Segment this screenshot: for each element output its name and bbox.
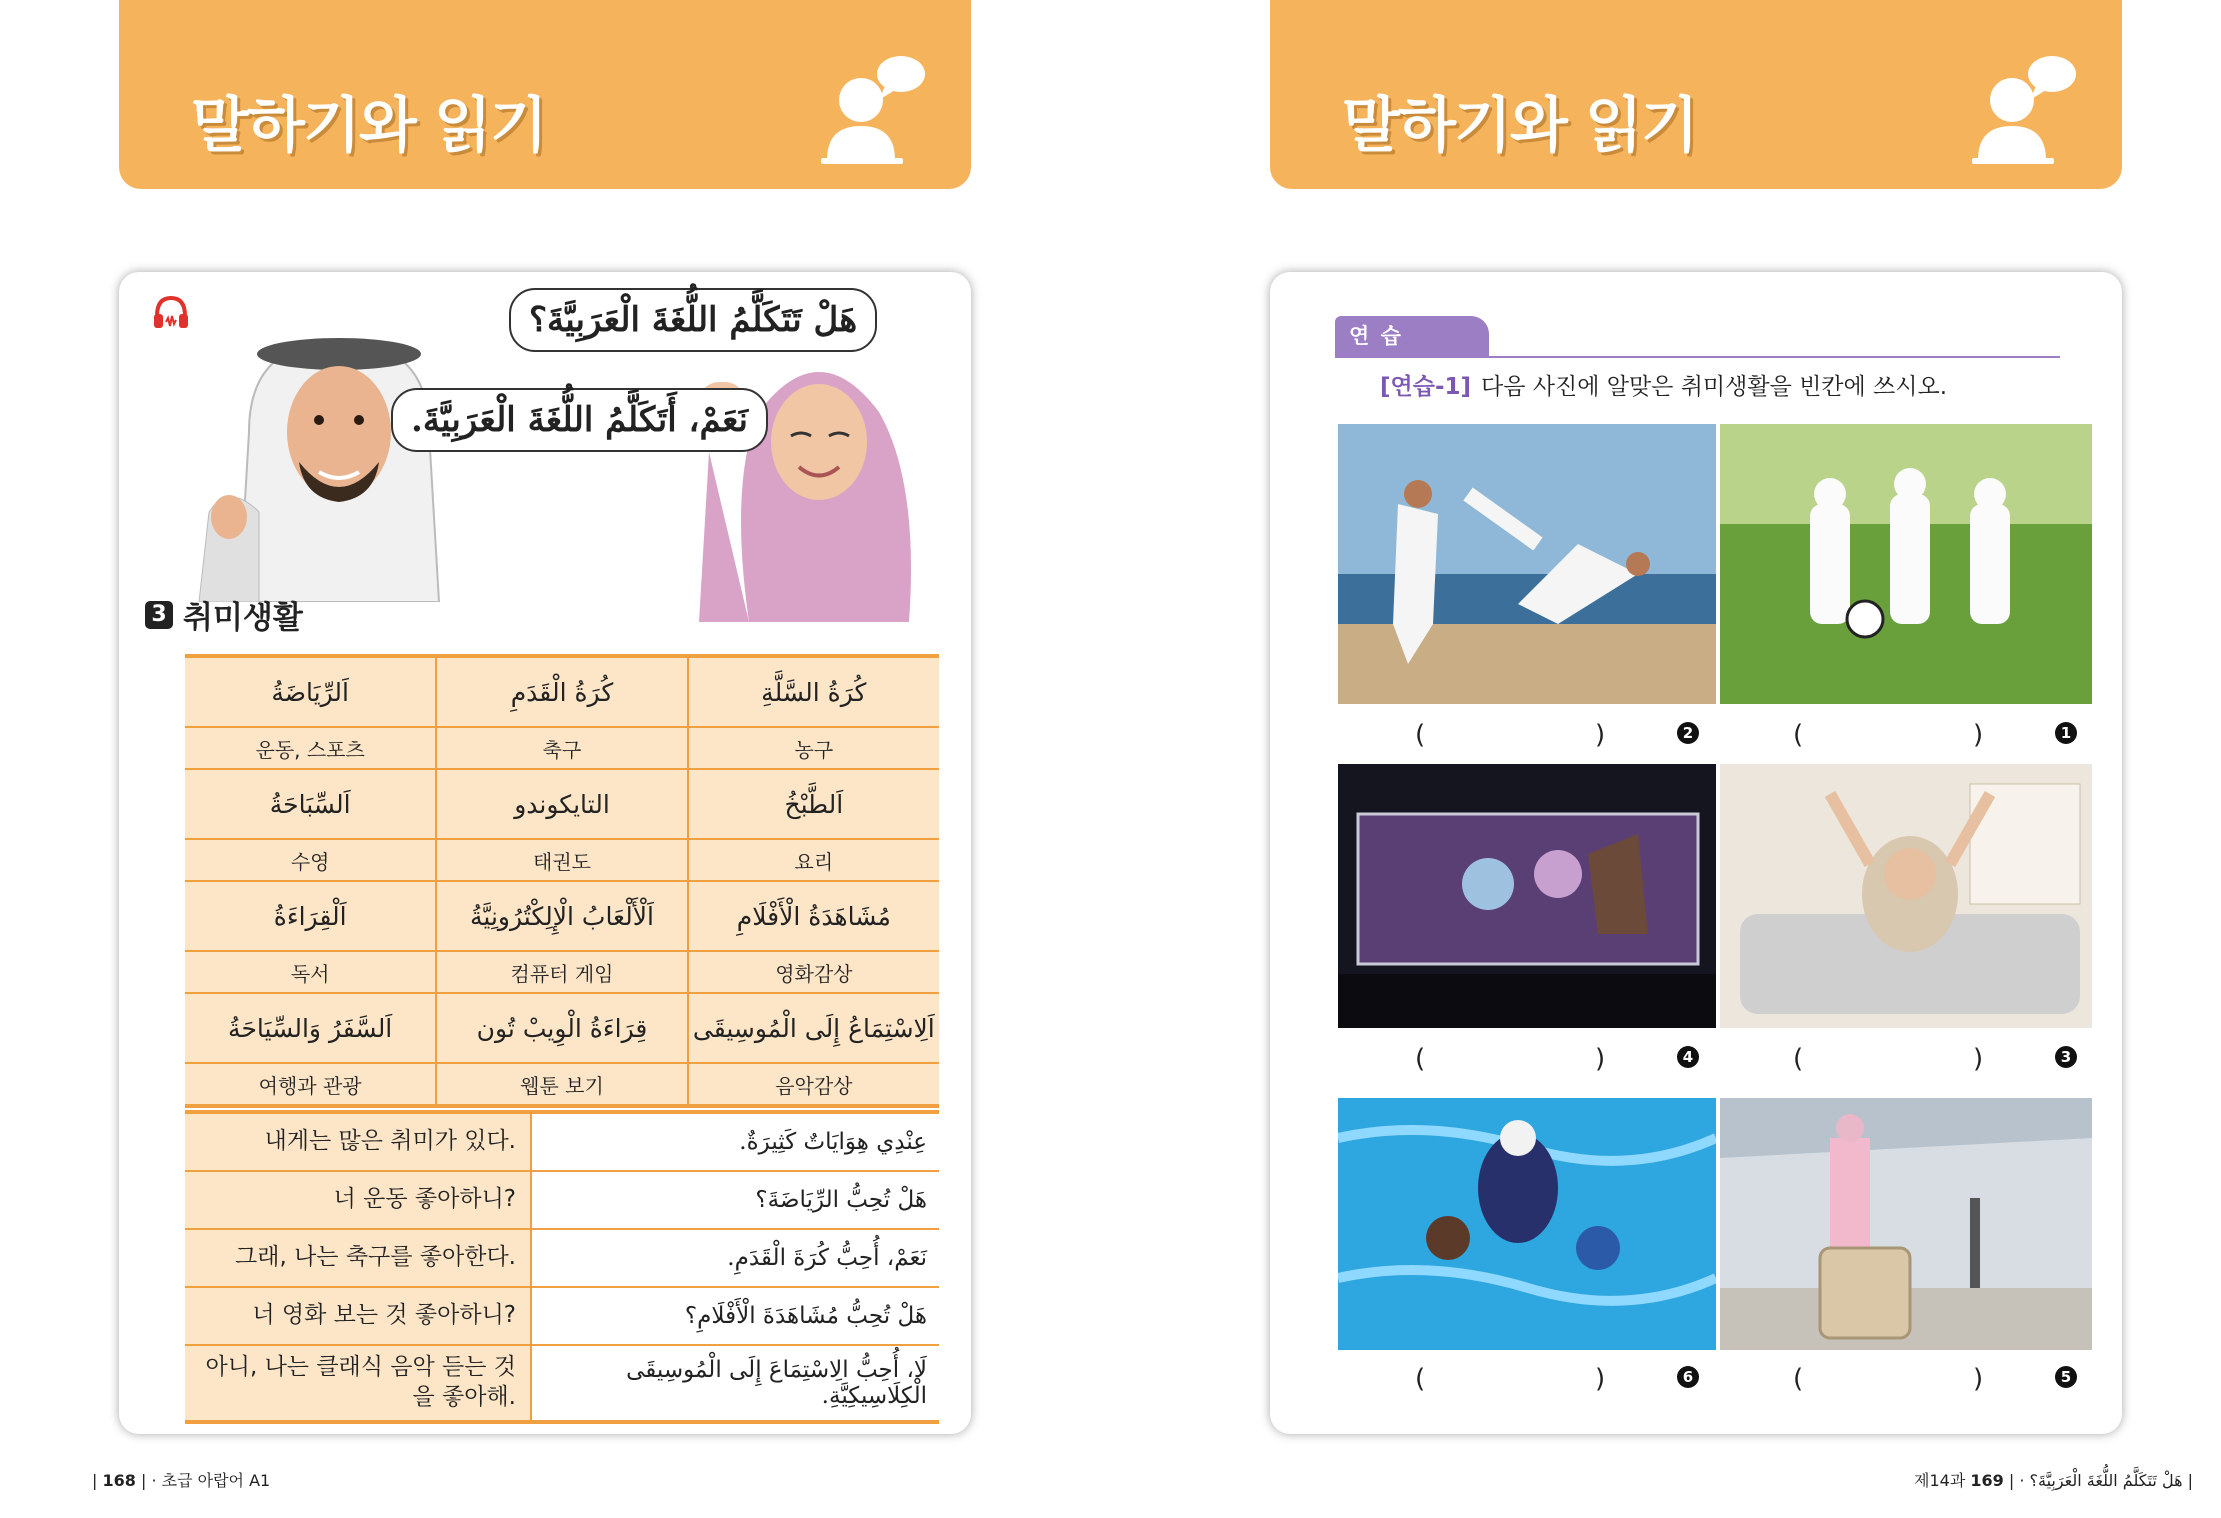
practice-instruction xyxy=(1380,368,1947,401)
phrase-arabic: نَعَمْ، أُحِبُّ كُرَةَ الْقَدَمِ. xyxy=(531,1229,939,1287)
right-footer: 제14과 هَلْ تَتَكَلَّمُ اللُّغَةَ الْعَرَبِيَّةَ؟ · | 169 | xyxy=(1914,1471,2193,1490)
woman-music-photo xyxy=(1720,764,2092,1028)
answer-number: 4 xyxy=(1677,1046,1699,1068)
vocab-cell: 농구 xyxy=(688,727,939,769)
answer-number: 6 xyxy=(1677,1366,1699,1388)
taekwondo-beach-photo xyxy=(1338,424,1716,704)
answer-blank-1[interactable]: ( ) 1 xyxy=(1793,720,2083,750)
vocab-row-arabic xyxy=(185,769,939,839)
vocab-row-korean xyxy=(185,727,939,769)
phrase-korean: 아니, 나는 클래식 음악 듣는 것을 좋아해. xyxy=(185,1345,531,1422)
phrase-korean: 너 영화 보는 것 좋아하니? xyxy=(185,1287,531,1345)
left-footer: | 168 | · 초급 아랍어 A1 xyxy=(92,1471,271,1490)
page-number: 169 xyxy=(1970,1471,2004,1490)
audio-headphone-icon[interactable] xyxy=(151,292,191,332)
vocab-cell: اَلسَّفَرُ وَالسِّيَاحَةُ xyxy=(185,993,436,1063)
vocab-row-korean xyxy=(185,839,939,881)
vocab-cell: كُرَةُ السَّلَّةِ xyxy=(688,656,939,727)
answer-number: 2 xyxy=(1677,722,1699,744)
answer-blank-2[interactable]: ( ) 2 xyxy=(1415,720,1705,750)
left-content-card xyxy=(119,272,971,1434)
section-number: 3 xyxy=(145,601,173,629)
vocab-cell: كُرَةُ الْقَدَمِ xyxy=(436,656,687,727)
phrase-korean: 너 운동 좋아하니? xyxy=(185,1171,531,1229)
vocab-cell: اَلْقِرَاءَةُ xyxy=(185,881,436,951)
practice-divider xyxy=(1335,356,2060,358)
vocab-cell: اَلسِّبَاحَةُ xyxy=(185,769,436,839)
vocab-row-arabic xyxy=(185,993,939,1063)
right-banner xyxy=(1270,0,2122,189)
vocab-cell: 독서 xyxy=(185,951,436,993)
vocab-cell: اَلرِّيَاضَةُ xyxy=(185,656,436,727)
vocab-cell: 축구 xyxy=(436,727,687,769)
instruction-label: [연습-1] xyxy=(1380,374,1472,400)
vocab-cell: 컴퓨터 게임 xyxy=(436,951,687,993)
cinema-photo xyxy=(1338,764,1716,1028)
book-title: · 초급 아랍어 A1 xyxy=(151,1471,271,1490)
answer-blank-6[interactable]: ( ) 6 xyxy=(1415,1364,1705,1394)
hobby-vocab-table xyxy=(185,654,939,1108)
phrase-row xyxy=(185,1171,939,1229)
speech-bubble-question: هَلْ تَتَكَلَّمُ اللُّغَةَ الْعَرَبِيَّةَ؟ xyxy=(509,288,877,352)
phrase-korean: 그래, 나는 축구를 좋아한다. xyxy=(185,1229,531,1287)
vocab-cell: 요리 xyxy=(688,839,939,881)
left-page xyxy=(0,0,1110,1518)
phrase-arabic: لَا، أُحِبُّ الِاسْتِمَاعَ إِلَى الْمُوسِيقَى الْكِلَاسِيكِيَّةِ. xyxy=(531,1345,939,1422)
speech-bubble-answer: نَعَمْ، أَتَكَلَّمُ اللُّغَةَ الْعَرَبِيَّةَ. xyxy=(391,388,768,452)
vocab-cell: مُشَاهَدَةُ الْأَفْلَامِ xyxy=(688,881,939,951)
vocab-cell: اَلطَّبْخُ xyxy=(688,769,939,839)
page-number: 168 xyxy=(102,1471,136,1490)
phrase-row xyxy=(185,1345,939,1422)
vocab-cell: 웹툰 보기 xyxy=(436,1063,687,1106)
vocab-cell: 태권도 xyxy=(436,839,687,881)
phrase-arabic: هَلْ تُحِبُّ الرِّيَاضَةَ؟ xyxy=(531,1171,939,1229)
phrase-korean: 내게는 많은 취미가 있다. xyxy=(185,1112,531,1171)
phrase-row xyxy=(185,1229,939,1287)
vocab-cell: 영화감상 xyxy=(688,951,939,993)
instruction-text: 다음 사진에 알맞은 취미생활을 빈칸에 쓰시오. xyxy=(1481,374,1948,400)
vocab-row-arabic xyxy=(185,656,939,727)
phrase-arabic: عِنْدِي هِوَايَاتٌ كَثِيرَةٌ. xyxy=(531,1112,939,1171)
right-content-card xyxy=(1270,272,2122,1434)
vocab-cell: 여행과 관광 xyxy=(185,1063,436,1106)
vocab-cell: التايكوندو xyxy=(436,769,687,839)
vocab-cell: قِرَاءَةُ الْوِيبْ تُون xyxy=(436,993,687,1063)
vocab-cell: 운동, 스포츠 xyxy=(185,727,436,769)
travel-suitcase-photo xyxy=(1720,1098,2092,1350)
answer-number: 5 xyxy=(2055,1366,2077,1388)
vocab-row-korean xyxy=(185,1063,939,1106)
right-page xyxy=(1111,0,2221,1518)
speaking-person-icon xyxy=(819,48,929,166)
answer-blank-4[interactable]: ( ) 4 xyxy=(1415,1044,1705,1074)
hobby-phrase-table xyxy=(185,1110,939,1424)
vocab-row-arabic xyxy=(185,881,939,951)
vocab-row-korean xyxy=(185,951,939,993)
phrase-row xyxy=(185,1112,939,1171)
left-banner xyxy=(119,0,971,189)
phrase-row xyxy=(185,1287,939,1345)
vocab-cell: 음악감상 xyxy=(688,1063,939,1106)
speaking-person-icon xyxy=(1970,48,2080,166)
answer-blank-3[interactable]: ( ) 3 xyxy=(1793,1044,2083,1074)
phrase-arabic: هَلْ تُحِبُّ مُشَاهَدَةَ الْأَفْلَامِ؟ xyxy=(531,1287,939,1345)
vocab-cell: اَلْأَلْعَابُ الْإِلِكْتُرُونِيَّةُ xyxy=(436,881,687,951)
section-title: 취미생활 xyxy=(183,600,303,636)
banner-title: 말하기와 읽기 xyxy=(1342,91,1697,161)
vocab-cell: اَلِاسْتِمَاعُ إِلَى الْمُوسِيقَى xyxy=(688,993,939,1063)
lesson-title: 제14과 هَلْ تَتَكَلَّمُ اللُّغَةَ الْعَرَبِيَّةَ؟ · xyxy=(1914,1471,2183,1490)
arab-man-illustration xyxy=(189,312,489,602)
section-heading xyxy=(145,592,303,637)
vocab-cell: 수영 xyxy=(185,839,436,881)
children-football-photo xyxy=(1720,424,2092,704)
practice-tag: 연 습 xyxy=(1335,316,1489,356)
answer-number: 3 xyxy=(2055,1046,2077,1068)
arab-woman-illustration xyxy=(679,332,959,622)
swimming-pool-photo xyxy=(1338,1098,1716,1350)
answer-blank-5[interactable]: ( ) 5 xyxy=(1793,1364,2083,1394)
banner-title: 말하기와 읽기 xyxy=(191,91,546,161)
answer-number: 1 xyxy=(2055,722,2077,744)
